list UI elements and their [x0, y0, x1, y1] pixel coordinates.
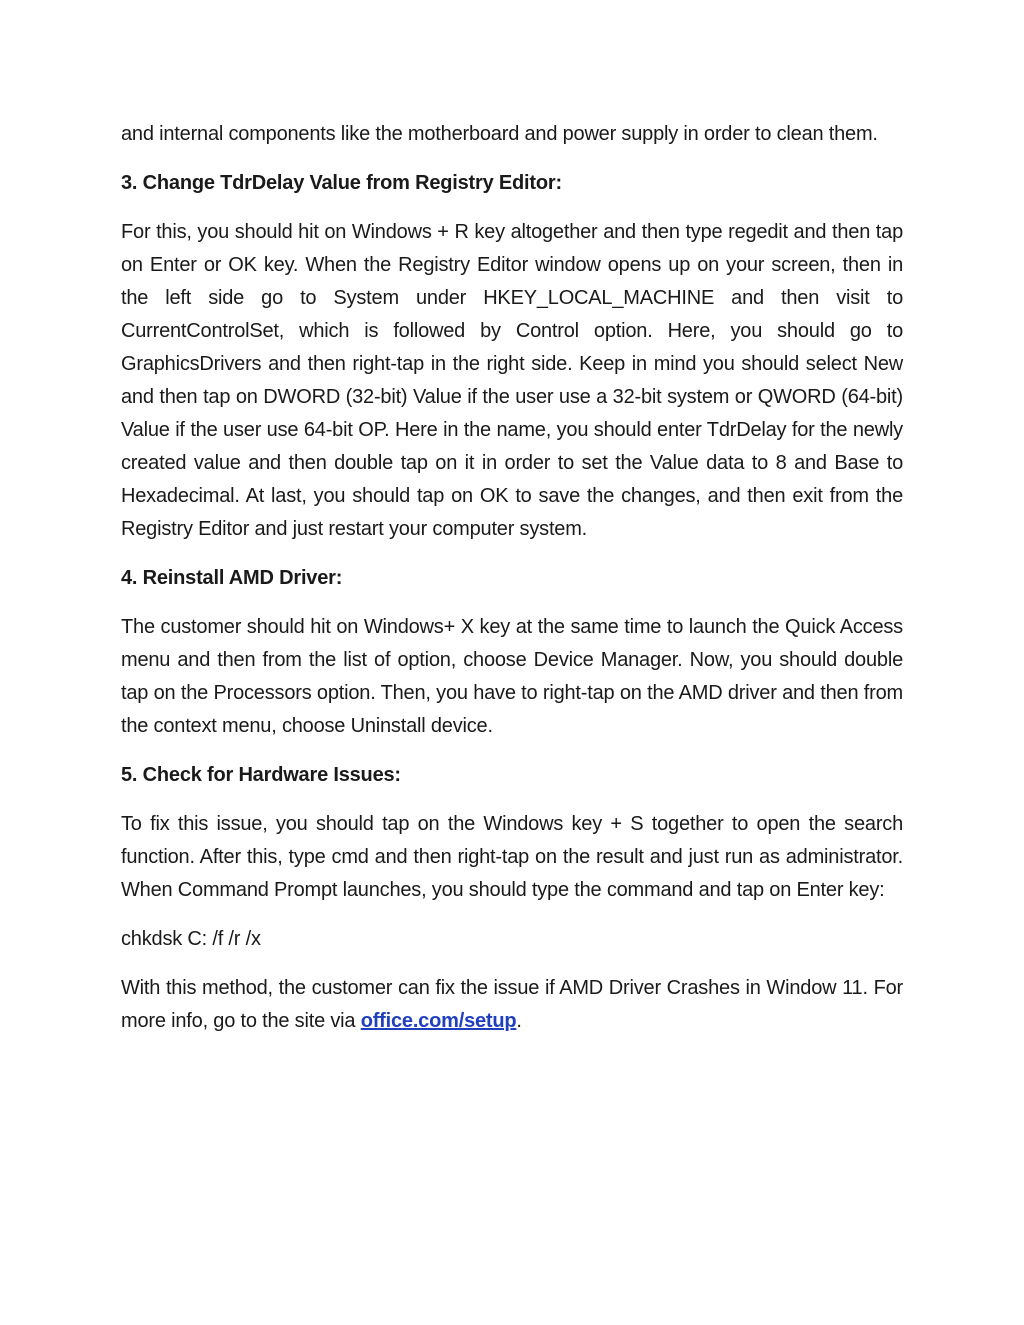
document-page — [121, 118, 903, 1054]
command-text: chkdsk C: /f /r /x — [121, 928, 261, 950]
closing-text: With this method, the customer can fix the issue if AMD Driver Crashes in Window 11. For more info, go to the site via — [121, 977, 903, 1032]
office-setup-link[interactable]: office.com/setup — [360, 1010, 517, 1032]
closing-period: . — [516, 1010, 522, 1032]
section-4-heading: 4. Reinstall AMD Driver: — [121, 567, 343, 589]
closing-paragraph — [121, 972, 903, 1038]
section-3-heading: 3. Change TdrDelay Value from Registry Editor: — [121, 172, 562, 194]
section-3-paragraph: For this, you should hit on Windows + R key altogether and then type regedit and then tap on Enter or OK key. When the Registry Editor window opens up on your screen, then in the left side go to System under HKEY_LOCAL_MACHINE and then visit to CurrentControlSet, which is followed by Control option. Here, you should go to GraphicsDrivers and then right-tap in the right side. Keep in mind you should select New and then tap on DWORD (32-bit) Value if the user use a 32-bit system or QWORD (64-bit) Value if the user use 64-bit OP. Here in the name, you should enter TdrDelay for the newly created value and then double tap on it in order to set the Value data to 8 and Base to Hexadecimal. At last, you should tap on OK to save the changes, and then exit from the Registry Editor and just restart your computer system. — [121, 221, 903, 540]
section-5-paragraph: To fix this issue, you should tap on the Windows key + S together to open the search function. After this, type cmd and then right-tap on the result and just run as administrator. When Command Prompt launches, you should type the command and tap on Enter key: — [121, 813, 903, 901]
intro-continuation-paragraph: and internal components like the motherboard and power supply in order to clean them. — [121, 123, 878, 145]
section-4-paragraph: The customer should hit on Windows+ X key at the same time to launch the Quick Access menu and then from the list of option, choose Device Manager. Now, you should double tap on the Processors option. Then, you have to right-tap on the AMD driver and then from the context menu, choose Uninstall device. — [121, 616, 903, 737]
section-5-heading: 5. Check for Hardware Issues: — [121, 764, 401, 786]
